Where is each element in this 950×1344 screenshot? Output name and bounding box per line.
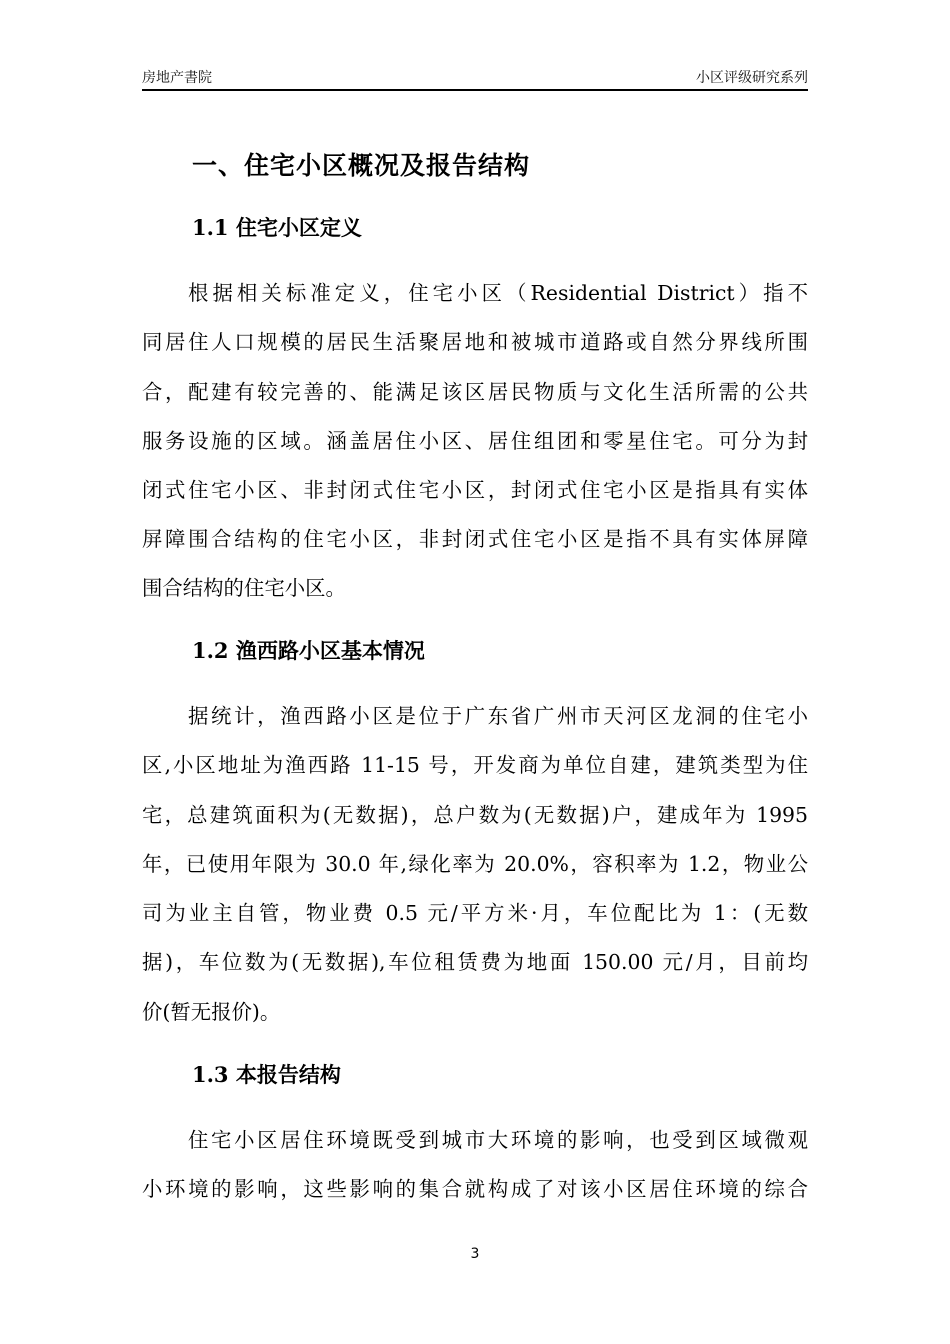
paragraph-line: 据)，车位数为(无数据),车位租赁费为地面 150.00 元/月，目前均: [142, 950, 808, 974]
paragraph-line: 闭式住宅小区、非封闭式住宅小区，封闭式住宅小区是指具有实体: [142, 478, 808, 502]
paragraph-line: 屏障围合结构的住宅小区，非封闭式住宅小区是指不具有实体屏障: [142, 527, 808, 551]
paragraph-line: 服务设施的区域。涵盖居住小区、居住组团和零星住宅。可分为封: [142, 429, 808, 453]
paragraph-line: 根据相关标准定义，住宅小区（Residential District）指不: [188, 281, 808, 305]
page-number: 3: [470, 1246, 480, 1262]
paragraph-line: 价(暂无报价)。: [142, 1000, 281, 1024]
header-divider: [142, 89, 808, 91]
paragraph-line: 宅，总建筑面积为(无数据)，总户数为(无数据)户，建成年为 1995: [142, 803, 808, 827]
paragraph-line: 小环境的影响，这些影响的集合就构成了对该小区居住环境的综合: [142, 1177, 808, 1201]
paragraph-line: 围合结构的住宅小区。: [142, 576, 346, 600]
header-publisher: 房地产書院: [142, 70, 212, 86]
paragraph-line: 司为业主自管，物业费 0.5 元/平方米·月，车位配比为 1：(无数: [142, 901, 808, 925]
paragraph-line: 区,小区地址为渔西路 11-15 号，开发商为单位自建，建筑类型为住: [142, 753, 808, 777]
paragraph-line: 住宅小区居住环境既受到城市大环境的影响，也受到区域微观: [188, 1128, 808, 1152]
header-series: 小区评级研究系列: [696, 70, 808, 86]
section-heading-1-3: 1.3 本报告结构: [192, 1062, 341, 1087]
paragraph-line: 年，已使用年限为 30.0 年,绿化率为 20.0%，容积率为 1.2，物业公: [142, 852, 808, 876]
section-heading-1-2: 1.2 渔西路小区基本情况: [192, 638, 425, 663]
section-heading-1-1: 1.1 住宅小区定义: [192, 215, 362, 240]
chapter-title: 一、住宅小区概况及报告结构: [192, 151, 531, 180]
paragraph-line: 同居住人口规模的居民生活聚居地和被城市道路或自然分界线所围: [142, 330, 808, 354]
paragraph-line: 合，配建有较完善的、能满足该区居民物质与文化生活所需的公共: [142, 380, 808, 404]
paragraph-line: 据统计，渔西路小区是位于广东省广州市天河区龙洞的住宅小: [188, 704, 808, 728]
